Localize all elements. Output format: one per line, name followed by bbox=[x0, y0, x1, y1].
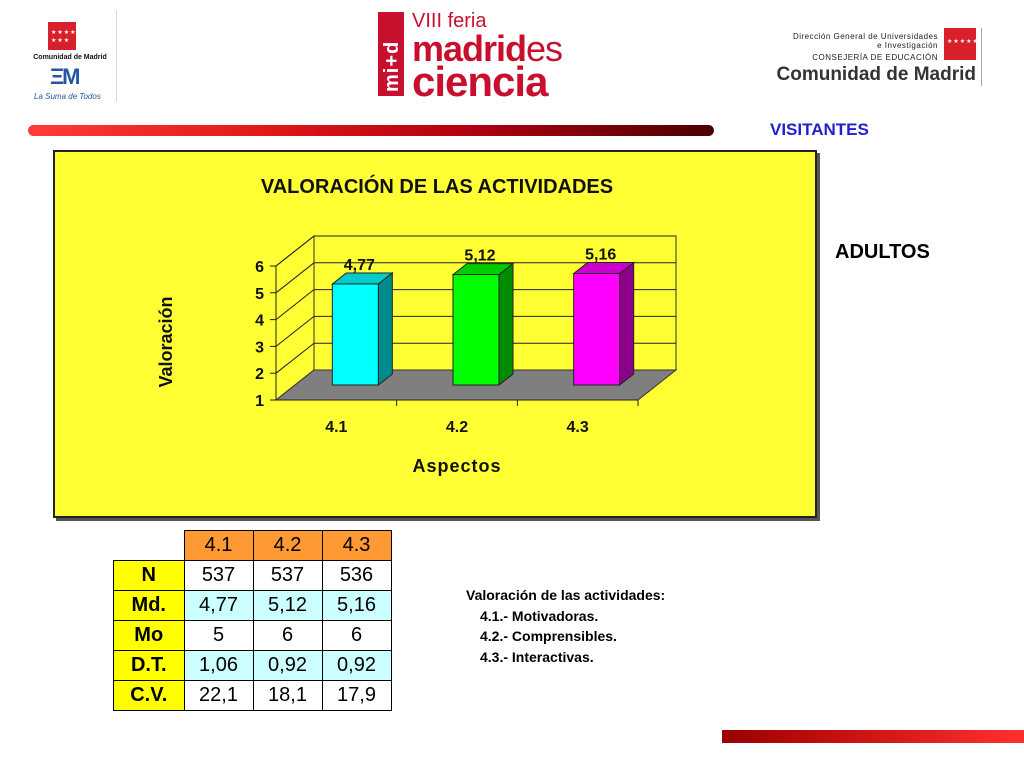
bar-side-4.2 bbox=[499, 264, 513, 385]
stats-cell: 17,9 bbox=[322, 681, 391, 711]
stats-cell: 5,16 bbox=[322, 591, 391, 621]
bar-4.1 bbox=[332, 284, 378, 385]
bar-side-4.1 bbox=[378, 273, 392, 385]
chart-title: VALORACIÓN DE LAS ACTIVIDADES bbox=[260, 176, 614, 198]
y-tick-label: 1 bbox=[255, 393, 264, 410]
y-tick-label: 6 bbox=[255, 259, 264, 276]
red-footer-bar bbox=[722, 730, 1024, 743]
stats-row-label: D.T. bbox=[114, 651, 185, 681]
stats-header-row bbox=[114, 531, 392, 561]
stats-corner-cell bbox=[114, 531, 185, 561]
y-axis-title: Valoración bbox=[156, 296, 176, 388]
bar-value-label: 4,77 bbox=[343, 256, 375, 274]
left-logo-org-name: Comunidad de Madrid bbox=[33, 54, 107, 61]
notes-item: 4.3.- Interactivas. bbox=[480, 648, 594, 665]
left-logo-tagline: La Suma de Todos bbox=[34, 92, 101, 101]
stats-cell: 6 bbox=[253, 621, 322, 651]
stats-row-label: Mo bbox=[114, 621, 185, 651]
stats-table bbox=[113, 530, 392, 711]
logo-feria-text: VIII feria bbox=[412, 10, 487, 32]
stats-cell: 0,92 bbox=[322, 651, 391, 681]
suma-logo-icon: ΞM bbox=[50, 64, 79, 89]
y-tick-label: 2 bbox=[255, 366, 264, 384]
stats-col-4-3: 4.3 bbox=[322, 531, 391, 561]
stats-cell: 4,77 bbox=[184, 591, 253, 621]
mid-mark-icon bbox=[378, 12, 404, 96]
stats-row-md bbox=[114, 591, 392, 621]
flag-stars-icon: ★★★★ ★★★ bbox=[51, 29, 77, 44]
right-logo-line4: Comunidad de Madrid bbox=[776, 64, 976, 85]
y-tick-label: 5 bbox=[255, 285, 264, 303]
feria-madrid-ciencia-logo bbox=[378, 10, 578, 105]
chart-panel bbox=[53, 150, 817, 518]
notes-heading: Valoración de las actividades: bbox=[466, 587, 666, 603]
comunidad-madrid-logo bbox=[20, 12, 120, 104]
logo-ciencia-text: ciencia bbox=[412, 58, 548, 105]
bar-value-label: 5,16 bbox=[585, 246, 617, 264]
stats-cell: 6 bbox=[322, 621, 391, 651]
stats-row-n bbox=[114, 561, 392, 591]
section-label: VISITANTES bbox=[770, 120, 869, 139]
bar-4.3 bbox=[574, 274, 620, 385]
header-divider-right bbox=[981, 28, 982, 86]
bar-value-label: 5,12 bbox=[464, 247, 496, 265]
stats-row-mo bbox=[114, 621, 392, 651]
consejeria-educacion-logo bbox=[745, 28, 980, 88]
stats-cell: 18,1 bbox=[253, 681, 322, 711]
group-label: ADULTOS bbox=[835, 241, 930, 263]
stats-cell: 5,12 bbox=[253, 591, 322, 621]
stats-row-label: N bbox=[114, 561, 185, 591]
x-tick-label: 4.1 bbox=[325, 419, 348, 436]
right-logo-line2: e Investigación bbox=[877, 41, 938, 50]
bar-chart bbox=[55, 152, 815, 516]
bar-side-4.3 bbox=[620, 263, 634, 385]
x-tick-label: 4.2 bbox=[445, 419, 469, 436]
madrid-flag-icon: ★★★★★ bbox=[944, 28, 976, 60]
notes-block bbox=[466, 585, 665, 667]
stats-cell: 0,92 bbox=[253, 651, 322, 681]
stats-cell: 536 bbox=[322, 561, 391, 591]
right-logo-line3: CONSEJERÍA DE EDUCACIÓN bbox=[812, 53, 938, 62]
stats-cell: 1,06 bbox=[184, 651, 253, 681]
red-title-bar bbox=[28, 125, 714, 136]
stats-row-cv bbox=[114, 681, 392, 711]
right-logo-line1: Dirección General de Universidades bbox=[792, 32, 938, 41]
stats-row-label: C.V. bbox=[114, 681, 185, 711]
logo-madrid-suffix: es bbox=[526, 28, 563, 69]
y-tick-label: 3 bbox=[255, 339, 264, 357]
logo-madrid-main: madrid bbox=[412, 28, 527, 69]
notes-item: 4.1.- Motivadoras. bbox=[480, 607, 599, 624]
bar-4.2 bbox=[453, 275, 499, 385]
stats-row-dt bbox=[114, 651, 392, 681]
stats-cell: 537 bbox=[253, 561, 322, 591]
stats-col-4-2: 4.2 bbox=[253, 531, 322, 561]
stats-col-4-1: 4.1 bbox=[184, 531, 253, 561]
x-tick-label: 4.3 bbox=[566, 419, 589, 436]
stats-cell: 5 bbox=[184, 621, 253, 651]
stats-row-label: Md. bbox=[114, 591, 185, 621]
x-axis-title: Aspectos bbox=[412, 456, 502, 476]
y-tick-label: 4 bbox=[255, 312, 264, 330]
stats-cell: 537 bbox=[184, 561, 253, 591]
header-divider bbox=[116, 10, 117, 102]
notes-item: 4.2.- Comprensibles. bbox=[480, 628, 617, 644]
mid-mark-text: mi+d bbox=[381, 40, 403, 92]
stats-cell: 22,1 bbox=[184, 681, 253, 711]
